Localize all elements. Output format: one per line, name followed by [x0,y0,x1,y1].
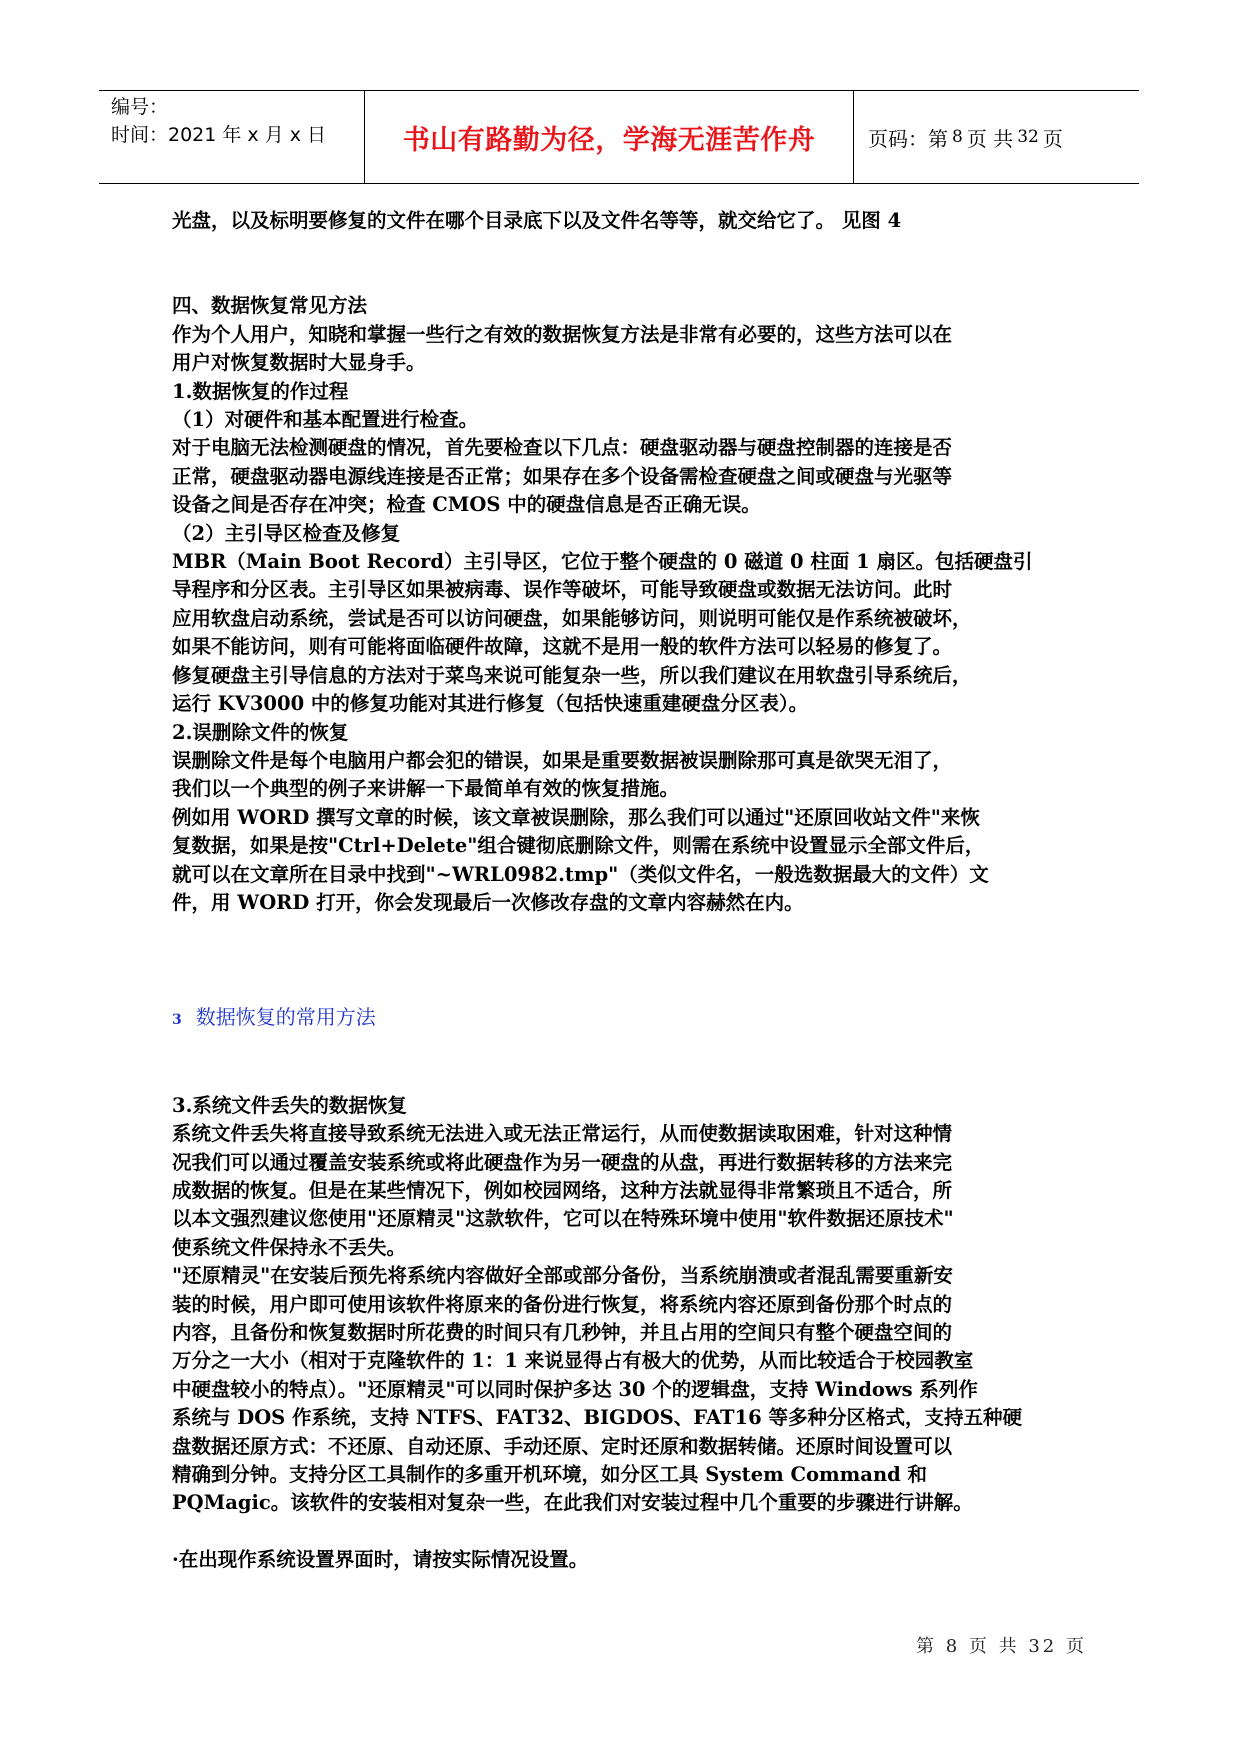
header-table [99,90,1139,184]
text-line: 况我们可以通过覆盖安装系统或将此硬盘作为另一硬盘的从盘，再进行数据转移的方法来完 [172,1150,953,1174]
text-line: 以本文强烈建议您使用"还原精灵"这款软件，它可以在特殊环境中使用"软件数据还原技术" [172,1207,954,1231]
text-line: 对于电脑无法检测硬盘的情况，首先要检查以下几点：硬盘驱动器与硬盘控制器的连接是否 [172,436,953,460]
text-line: PQMagic。该软件的安装相对复杂一些，在此我们对安装过程中几个重要的步骤进行讲解。 [172,1491,973,1515]
subsection-heading: 2.误删除文件的恢复 [172,720,349,744]
page-suffix: 页 [1042,126,1063,151]
text-line: 作为个人用户，知晓和掌握一些行之有效的数据恢复方法是非常有必要的，这些方法可以在 [172,322,953,346]
subsection-heading: 3.系统文件丢失的数据恢复 [172,1093,407,1117]
text-line: 内容，且备份和恢复数据时所花费的时间只有几秒钟，并且占用的空间只有整个硬盘空间的 [172,1321,953,1344]
text-line: 成数据的恢复。但是在某些情况下，例如校园网络，这种方法就显得非常繁琐且不适合，所 [172,1178,953,1202]
text-line: 系统文件丢失将直接导致系统无法进入或无法正常运行，从而使数据读取困难，针对这种情 [172,1122,953,1146]
text-line: 正常，硬盘驱动器电源线连接是否正常；如果存在多个设备需检查硬盘之间或硬盘与光驱等 [172,464,953,488]
text-line: "还原精灵"在安装后预先将系统内容做好全部或部分备份，当系统崩溃或者混乱需要重新安 [172,1264,953,1288]
page-footer: 第 8 页 共 32 页 [916,1636,1087,1657]
header-meta [99,91,364,183]
text-line: 设备之间是否存在冲突；检查 CMOS 中的硬盘信息是否正确无误。 [172,493,761,517]
section-3-number: 3 [172,1012,182,1029]
text-line: MBR（Main Boot Record）主引导区，它位于整个硬盘的 0 磁道 0 柱面 1 扇区。包括硬盘引 [172,550,1033,574]
text-line: 使系统文件保持永不丢失。 [172,1235,407,1259]
page-prefix: 页码：第 [868,126,948,151]
text-line: 误删除文件是每个电脑用户都会犯的错误，如果是重要数据被误删除那可真是欲哭无泪了， [172,748,953,772]
text-line: ·在出现作系统设置界面时，请按实际情况设置。 [172,1547,589,1571]
page-mid: 页 共 [966,126,1014,151]
section-3-title: 数据恢复的常用方法 [195,1005,376,1030]
text-line: 修复硬盘主引导信息的方法对于菜鸟来说可能复杂一些，所以我们建议在用软盘引导系统后， [172,663,972,687]
text-line: 例如用 WORD 撰写文章的时候，该文章被误删除，那么我们可以通过"还原回收站文件"来恢 [172,805,980,829]
text-line: 应用软盘启动系统，尝试是否可以访问硬盘，如果能够访问，则说明可能仅是作系统被破坏， [172,606,972,630]
subsection-heading: 1.数据恢复的作过程 [172,379,349,403]
text-line: 运行 KV3000 中的修复功能对其进行修复（包括快速重建硬盘分区表）。 [172,692,809,716]
text-line: 件，用 WORD 打开，你会发现最后一次修改存盘的文章内容赫然在内。 [172,890,804,914]
code-label: 编号： [111,96,169,118]
header-motto: 书山有路勤为径，学海无涯苦作舟 [364,91,854,183]
document-body [172,207,1077,1574]
text-line: （2）主引导区检查及修复 [172,521,401,545]
text-line: 就可以在文章所在目录中找到"~WRL0982.tmp"（类似文件名，一般选数据最大的文件）文 [172,862,989,886]
time-label: 时间：2021 年 x 月 x 日 [111,124,327,146]
section-heading: 四、数据恢复常见方法 [172,294,368,318]
text-line: 万分之一大小（相对于克隆软件的 1：1 来说显得占有极大的优势，从而比较适合于校园教室 [172,1349,974,1373]
section-3-heading [172,1003,1077,1034]
text-line: 如果不能访问，则有可能将面临硬件故障，这就不是用一般的软件方法可以轻易的修复了。 [172,635,953,659]
text-line: 中硬盘较小的特点）。"还原精灵"可以同时保护多达 30 个的逻辑盘，支持 Windows 系列作 [172,1377,978,1401]
text-line: 用户对恢复数据时大显身手。 [172,351,426,375]
text-line: 我们以一个典型的例子来讲解一下最简单有效的恢复措施。 [172,777,680,801]
text-line: 盘数据还原方式：不还原、自动还原、手动还原、定时还原和数据转储。还原时间设置可以 [172,1434,953,1458]
text-line: 光盘，以及标明要修复的文件在哪个目录底下以及文件名等等，就交给它了。 见图 4 [172,209,902,232]
text-line: 导程序和分区表。主引导区如果被病毒、误作等破坏，可能导致硬盘或数据无法访问。此时 [172,578,953,602]
text-line: 系统与 DOS 作系统，支持 NTFS、FAT32、BIGDOS、FAT16 等多种分区格式，支持五种硬 [172,1406,1022,1430]
page-number: 8 [952,127,963,147]
text-line: 精确到分钟。支持分区工具制作的多重开机环境，如分区工具 System Command 和 [172,1463,928,1487]
header-page-info [854,91,1139,183]
text-line: 装的时候，用户即可使用该软件将原来的备份进行恢复，将系统内容还原到备份那个时点的 [172,1292,953,1316]
page-total: 32 [1017,127,1039,147]
text-line: （1）对硬件和基本配置进行检查。 [172,408,479,432]
text-line: 复数据，如果是按"Ctrl+Delete"组合键彻底删除文件，则需在系统中设置显示全部文件后， [172,834,985,858]
